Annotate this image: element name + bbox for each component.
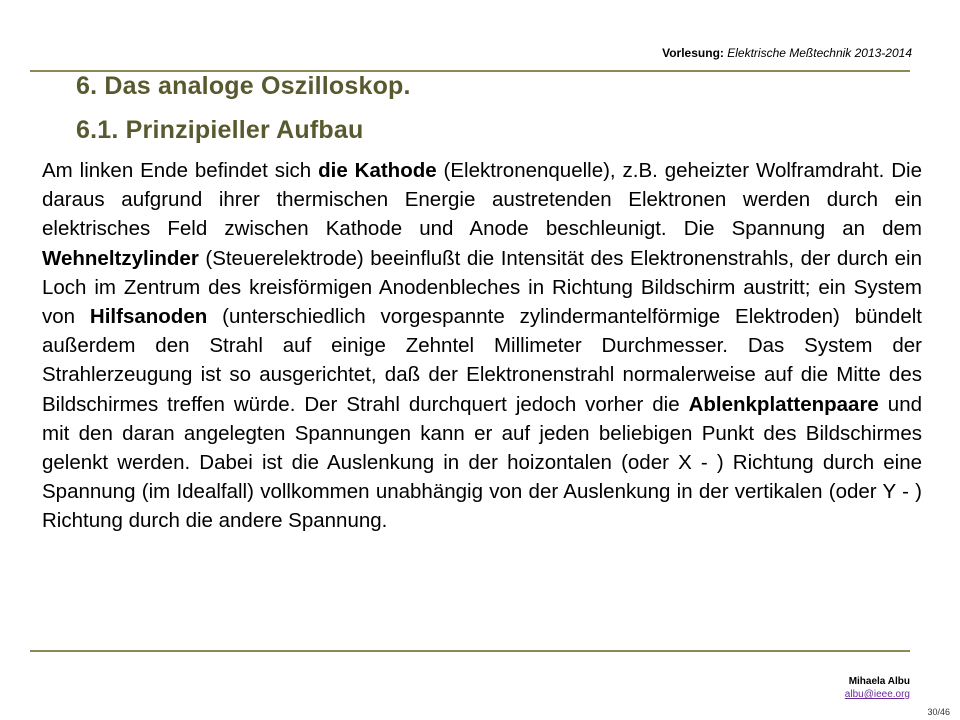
term-kathode: die Kathode: [318, 159, 437, 182]
body-text-run: und mit den daran angelegten Spannungen kann er auf jeden beliebigen Punkt des Bildschirmes gelenkt werden. Dabei ist die Auslenkung in der hoizontalen (oder X - ) Richtung durch eine Spannung (im Idealfall) vollkommen unabhängig von der Auslenkung in der vertikalen (oder Y - ) Richtung durch die andere Spannung.: [42, 392, 922, 533]
body-text-run: (Steuerelektrode) beeinflußt die Intensität des Elektronenstrahls, der durch ein Loch im Zentrum des kreisförmigen Anodenbleches in Richtung Bildschirm austritt; ein System von: [42, 246, 922, 329]
author-footer: [845, 675, 910, 701]
body-text-run: (Elektronenquelle), z.B. geheizter Wolframdraht. Die daraus aufgrund ihrer thermischen Energie austretenden Elektronen werden durch ein elektrisches Feld zwischen Kathode und Anode beschleunigt. Die Spannung an dem: [42, 159, 923, 241]
author-name: Mihaela Albu: [848, 676, 910, 687]
course-name: Elektrische Meßtechnik 2013-2014: [727, 46, 912, 60]
lecture-label: Vorlesung:: [662, 46, 724, 60]
chapter-title: 6. Das analoge Oszilloskop.: [76, 72, 411, 100]
body-text-run: Am linken Ende befindet sich: [42, 159, 319, 182]
term-ablenkplattenpaare: Ablenkplattenpaare: [688, 392, 879, 416]
bottom-divider: [30, 650, 910, 652]
lecture-header: [662, 46, 912, 60]
page-number: 30/46: [927, 707, 950, 717]
term-wehneltzylinder: Wehneltzylinder: [42, 246, 199, 270]
author-email-link[interactable]: albu@ieee.org: [844, 689, 910, 700]
term-hilfsanoden: Hilfsanoden: [89, 305, 208, 329]
body-text: [42, 156, 922, 536]
section-title: 6.1. Prinzipieller Aufbau: [76, 116, 364, 144]
body-text-run: (unterschiedlich vorgespannte zylindermantelförmige Elektroden) bündelt außerdem den Strahl auf einige Zehntel Millimeter Durchmesser. Das System der Strahlerzeugung ist so ausgerichtet, daß der Elektronenstrahl normalerweise auf die Mitte des Bildschirmes treffen würde. Der Strahl durchquert jedoch vorher die: [42, 305, 922, 416]
